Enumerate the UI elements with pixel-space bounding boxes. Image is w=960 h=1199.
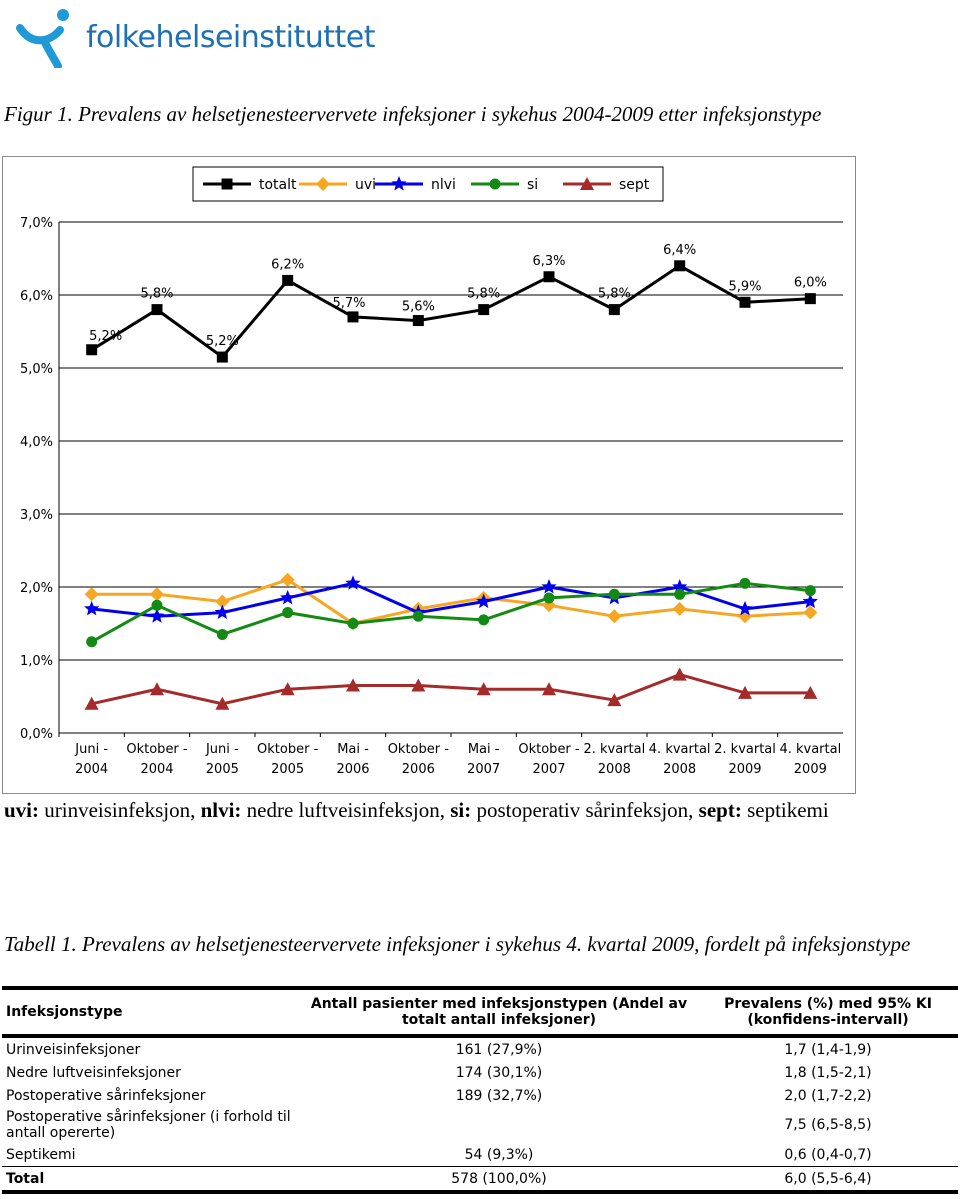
x-tick-label: 2004 bbox=[140, 762, 174, 777]
series-totalt-point bbox=[805, 293, 816, 304]
cell-total-prevalence: 6,0 (5,5-6,4) bbox=[698, 1167, 958, 1193]
abbrev-key-uvi: uvi: bbox=[4, 798, 40, 822]
cell-count: 54 (9,3%) bbox=[464, 1146, 534, 1163]
x-tick-label: 4. kvartal bbox=[779, 742, 842, 757]
abbrev-key-sept: sept: bbox=[698, 798, 742, 822]
series-totalt-point bbox=[609, 304, 620, 315]
abbrev-text-sept: septikemi bbox=[741, 798, 829, 822]
series-si-point bbox=[348, 618, 359, 629]
data-label: 5,2% bbox=[205, 334, 239, 350]
abbrev-text-si: postoperativ sårinfeksjon, bbox=[471, 798, 699, 822]
y-tick-label: 7,0% bbox=[19, 216, 53, 231]
series-nlvi-point bbox=[215, 605, 230, 619]
series-si-point bbox=[478, 614, 489, 625]
data-label: 5,9% bbox=[728, 279, 762, 295]
x-tick-label: 2007 bbox=[467, 762, 501, 777]
data-label: 6,3% bbox=[532, 253, 566, 269]
series-totalt-point bbox=[348, 311, 359, 322]
header-prevalence: Prevalens (%) med 95% KI (konfidens-intervall) bbox=[698, 988, 958, 1036]
x-tick-label: 2. kvartal bbox=[583, 742, 646, 757]
series-si-point bbox=[544, 592, 555, 603]
data-label: 5,8% bbox=[140, 286, 174, 302]
series-totalt-point bbox=[86, 344, 97, 355]
x-tick-label: 4. kvartal bbox=[648, 742, 711, 757]
legend-label-uvi: uvi bbox=[355, 177, 377, 193]
figure-caption: Figur 1. Prevalens av helsetjenesteervervete infeksjoner i sykehus 2004-2009 etter infeksjonstype bbox=[4, 102, 822, 126]
cell-total-label: Total bbox=[2, 1167, 300, 1193]
cell-prevalence: 0,6 (0,4-0,7) bbox=[784, 1146, 872, 1163]
series-totalt-point bbox=[282, 275, 293, 286]
data-label: 5,7% bbox=[332, 295, 366, 311]
cell-prevalence: 7,5 (6,5-8,5) bbox=[784, 1117, 872, 1133]
data-label: 5,8% bbox=[597, 286, 631, 302]
cell-prevalence: 2,0 (1,7-2,2) bbox=[784, 1087, 872, 1104]
logo-text: folkehelseinstituttet bbox=[86, 20, 376, 55]
series-nlvi-point bbox=[345, 575, 360, 589]
x-tick-label: 2009 bbox=[793, 762, 827, 777]
cell-type: Nedre luftveisinfeksjoner bbox=[6, 1064, 181, 1081]
cell-type: Postoperative sårinfeksjoner (i forhold til antall opererte) bbox=[6, 1109, 291, 1141]
x-tick-label: 2008 bbox=[597, 762, 631, 777]
table-row bbox=[2, 1107, 958, 1143]
series-si-point bbox=[413, 611, 424, 622]
table-row bbox=[2, 1084, 958, 1107]
series-uvi-point bbox=[607, 609, 621, 623]
series-totalt-point bbox=[217, 352, 228, 363]
x-tick-label: Mai - bbox=[337, 742, 369, 757]
series-nlvi-point bbox=[541, 579, 556, 594]
legend-label-nlvi: nlvi bbox=[431, 177, 456, 193]
series-totalt-point bbox=[674, 260, 685, 271]
cell-count bbox=[300, 1107, 698, 1143]
data-label: 5,6% bbox=[401, 299, 435, 315]
x-tick-label: Juni - bbox=[205, 742, 239, 757]
abbrev-text-nlvi: nedre luftveisinfeksjon, bbox=[241, 798, 451, 822]
legend-label-si: si bbox=[527, 177, 539, 193]
y-tick-label: 0,0% bbox=[19, 727, 53, 742]
series-nlvi-point bbox=[84, 601, 99, 616]
x-tick-label: 2004 bbox=[75, 762, 109, 777]
series-si-point bbox=[609, 589, 620, 600]
logo-mark-icon bbox=[14, 6, 84, 68]
abbreviation-note bbox=[4, 796, 954, 825]
y-tick-label: 6,0% bbox=[19, 289, 53, 304]
table-caption: Tabell 1. Prevalens av helsetjenesteervervete infeksjoner i sykehus 4. kvartal 2009, fordelt på infeksjonstype bbox=[4, 932, 911, 956]
series-nlvi-point bbox=[476, 594, 491, 609]
table-total-row bbox=[2, 1167, 958, 1193]
data-label: 6,2% bbox=[271, 257, 305, 273]
y-tick-label: 4,0% bbox=[19, 435, 53, 450]
y-tick-label: 5,0% bbox=[19, 362, 53, 377]
x-tick-label: Oktober - bbox=[126, 742, 188, 757]
abbrev-key-nlvi: nlvi: bbox=[200, 798, 242, 822]
cell-count: 174 (30,1%) bbox=[455, 1064, 543, 1081]
x-tick-label: 2005 bbox=[271, 762, 305, 777]
series-totalt-point bbox=[413, 315, 424, 326]
x-tick-label: 2006 bbox=[336, 762, 370, 777]
series-sept-point bbox=[150, 682, 164, 695]
data-label: 5,8% bbox=[467, 286, 501, 302]
series-si-point bbox=[86, 636, 97, 647]
chart-frame bbox=[2, 156, 856, 794]
series-uvi-point bbox=[150, 587, 164, 601]
data-label: 5,2% bbox=[89, 328, 123, 344]
table-row bbox=[2, 1061, 958, 1084]
y-tick-label: 1,0% bbox=[19, 654, 53, 669]
series-si-point bbox=[740, 578, 751, 589]
cell-total-count: 578 (100,0%) bbox=[300, 1167, 698, 1193]
abbrev-key-si: si: bbox=[450, 798, 472, 822]
series-si-point bbox=[152, 600, 163, 611]
abbrev-text-uvi: urinveisinfeksjon, bbox=[39, 798, 201, 822]
x-tick-label: 2. kvartal bbox=[714, 742, 776, 757]
x-tick-label: Oktober - bbox=[257, 742, 319, 757]
series-si-point bbox=[805, 585, 816, 596]
table-row bbox=[2, 1143, 958, 1167]
series-si-point bbox=[217, 629, 228, 640]
x-tick-label: 2008 bbox=[663, 762, 697, 777]
prevalence-table bbox=[2, 986, 958, 1194]
series-sept-point bbox=[673, 668, 687, 681]
cell-type: Urinveisinfeksjoner bbox=[6, 1041, 141, 1058]
logo bbox=[14, 6, 376, 68]
data-label: 6,4% bbox=[663, 242, 697, 258]
series-line-totalt bbox=[92, 266, 811, 357]
series-si-point bbox=[674, 589, 685, 600]
legend-si-point bbox=[490, 179, 501, 190]
series-uvi-point bbox=[673, 602, 687, 616]
y-tick-label: 3,0% bbox=[19, 508, 53, 523]
cell-prevalence: 1,8 (1,5-2,1) bbox=[784, 1064, 872, 1081]
series-totalt-point bbox=[544, 271, 555, 282]
series-totalt-point bbox=[740, 297, 751, 308]
table-header-row bbox=[2, 988, 958, 1036]
x-tick-label: 2009 bbox=[728, 762, 762, 777]
header-infection-type: Infeksjonstype bbox=[2, 988, 300, 1036]
legend-totalt-point bbox=[222, 179, 233, 190]
legend-label-totalt: totalt bbox=[259, 177, 297, 193]
x-tick-label: Mai - bbox=[467, 742, 500, 757]
x-tick-label: Oktober - bbox=[387, 742, 449, 757]
cell-count: 161 (27,9%) bbox=[455, 1041, 543, 1058]
header-patient-count: Antall pasienter med infeksjonstypen (Andel av totalt antall infeksjoner) bbox=[300, 988, 698, 1036]
series-nlvi-point bbox=[280, 590, 295, 605]
prevalence-table-wrap bbox=[2, 986, 958, 1194]
series-si-point bbox=[282, 607, 293, 618]
series-line-sept bbox=[92, 675, 811, 704]
cell-count: 189 (32,7%) bbox=[455, 1087, 543, 1104]
data-label: 6,0% bbox=[793, 275, 827, 291]
x-tick-label: 2007 bbox=[532, 762, 566, 777]
cell-prevalence: 1,7 (1,4-1,9) bbox=[784, 1041, 872, 1058]
y-tick-label: 2,0% bbox=[19, 581, 53, 596]
series-totalt-point bbox=[478, 304, 489, 315]
table-row bbox=[2, 1036, 958, 1061]
x-tick-label: Oktober - bbox=[518, 742, 580, 757]
x-tick-label: Juni - bbox=[75, 742, 109, 757]
series-uvi-point bbox=[803, 606, 817, 620]
line-chart bbox=[3, 157, 855, 793]
series-totalt-point bbox=[152, 304, 163, 315]
legend-label-sept: sept bbox=[619, 177, 650, 193]
x-tick-label: 2006 bbox=[401, 762, 435, 777]
series-uvi-point bbox=[85, 587, 99, 601]
cell-type: Septikemi bbox=[6, 1146, 76, 1163]
cell-type: Postoperative sårinfeksjoner bbox=[6, 1087, 206, 1104]
x-tick-label: 2005 bbox=[205, 762, 239, 777]
